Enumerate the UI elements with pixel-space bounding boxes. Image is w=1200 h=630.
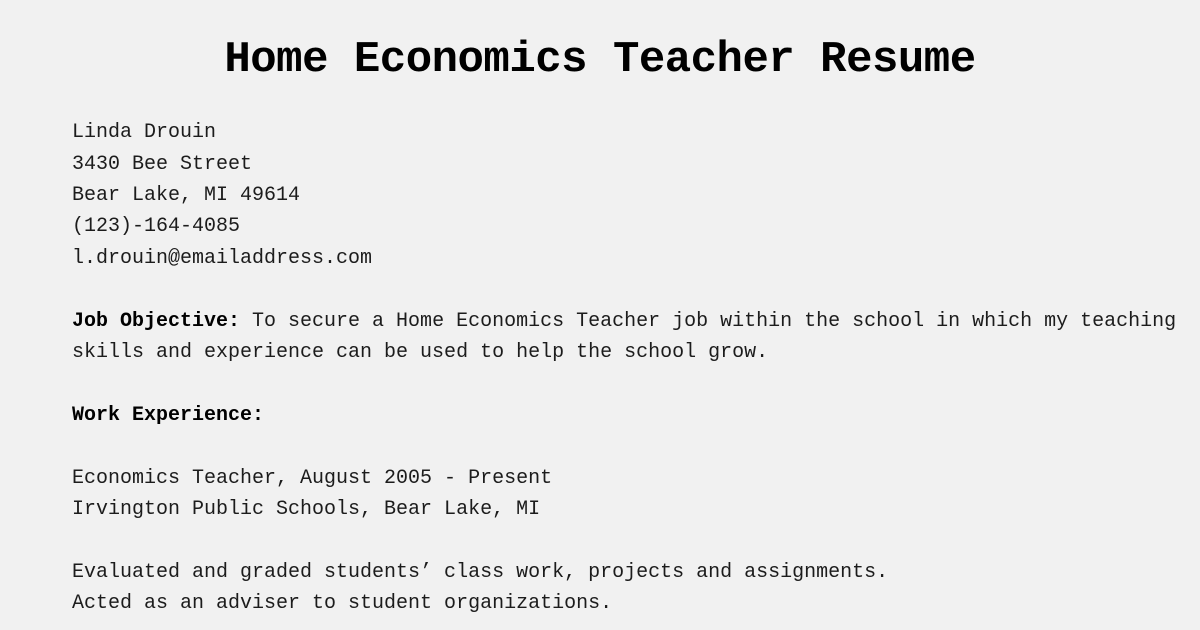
- contact-name: Linda Drouin: [72, 121, 217, 144]
- contact-email: l.drouin@emailaddress.com: [72, 247, 373, 270]
- contact-phone: (123)-164-4085: [72, 215, 241, 238]
- contact-city-state-zip: Bear Lake, MI 49614: [72, 184, 301, 207]
- objective-line-1: [72, 307, 1176, 337]
- work-experience-heading: Work Experience:: [72, 404, 265, 427]
- job-employer: Irvington Public Schools, Bear Lake, MI: [72, 498, 541, 521]
- objective-text-2: skills and experience can be used to help the school grow.: [72, 341, 769, 364]
- job-title-dates: Economics Teacher, August 2005 - Present: [72, 467, 553, 490]
- job-duty: Evaluated and graded students’ class work, projects and assignments.: [72, 561, 889, 584]
- job-duty: Acted as an adviser to student organizations.: [72, 592, 613, 615]
- page-title: Home Economics Teacher Resume: [224, 35, 976, 85]
- objective-label: Job Objective:: [72, 310, 241, 333]
- objective-text-1: To secure a Home Economics Teacher job within the school in which my teaching: [240, 310, 1177, 333]
- contact-street: 3430 Bee Street: [72, 153, 253, 176]
